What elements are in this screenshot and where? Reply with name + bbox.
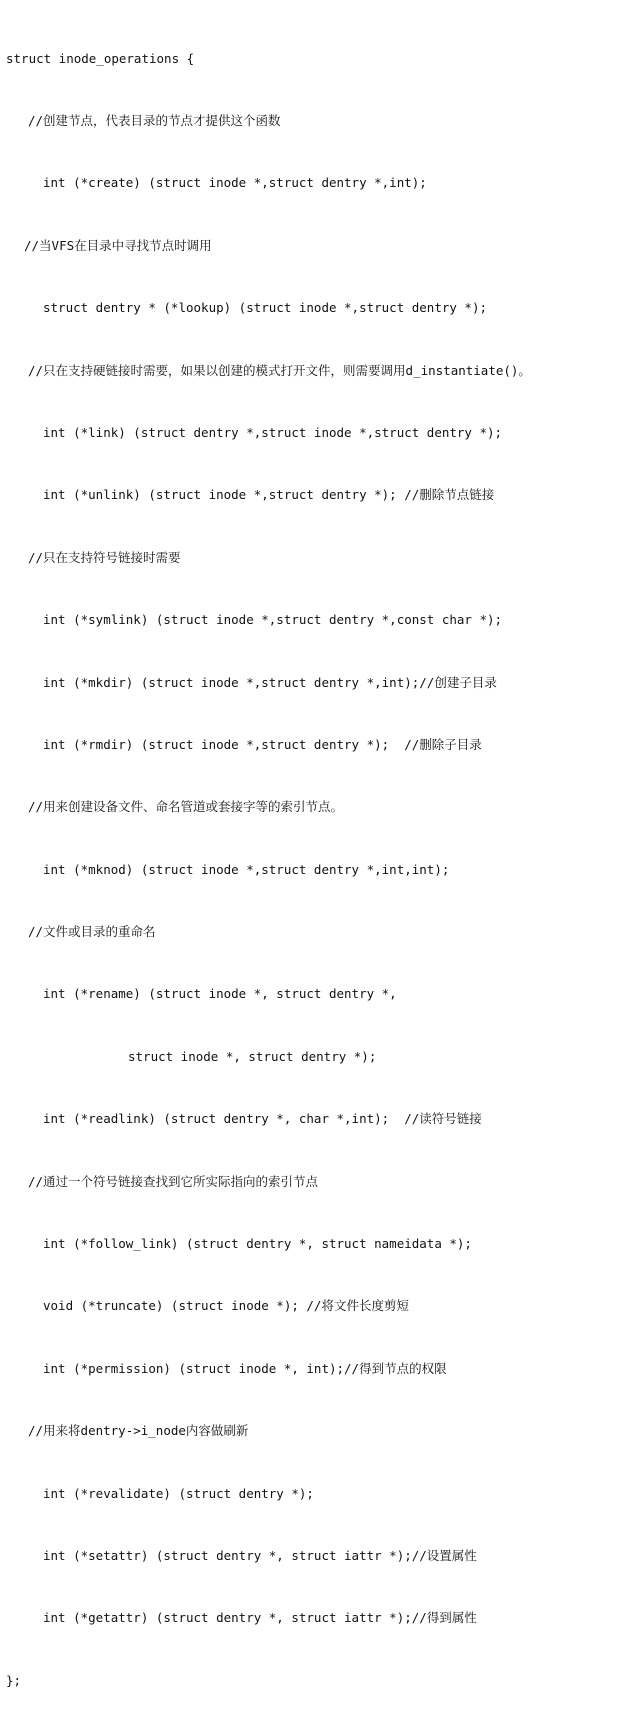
- code-line-rename-continuation: struct inode *, struct dentry *);: [128, 1048, 377, 1064]
- comment-mknod: //用来创建设备文件、命名管道或套接字等的索引节点。: [28, 799, 344, 815]
- code-line-setattr: int (*setattr) (struct dentry *, struct iattr *);//设置属性: [43, 1547, 477, 1563]
- comment-follow-link: //通过一个符号链接查找到它所实际指向的索引节点: [28, 1173, 319, 1189]
- code-listing: [6, 7, 626, 1733]
- code-line-unlink: int (*unlink) (struct inode *,struct dentry *); //删除节点链接: [43, 487, 495, 503]
- comment-lookup: //当VFS在目录中寻找节点时调用: [24, 237, 212, 253]
- code-line-symlink: int (*symlink) (struct inode *,struct dentry *,const char *);: [43, 612, 503, 628]
- comment-create: //创建节点，代表目录的节点才提供这个函数: [28, 112, 281, 128]
- code-line-link: int (*link) (struct dentry *,struct inode *,struct dentry *);: [43, 424, 503, 440]
- code-line-truncate: void (*truncate) (struct inode *); //将文件长度剪短: [43, 1298, 409, 1314]
- code-line-readlink: int (*readlink) (struct dentry *, char *,int); //读符号链接: [43, 1111, 482, 1127]
- code-line-lookup: struct dentry * (*lookup) (struct inode *,struct dentry *);: [43, 300, 488, 316]
- code-line-mkdir: int (*mkdir) (struct inode *,struct dentry *,int);//创建子目录: [43, 674, 497, 690]
- code-line-mknod: int (*mknod) (struct inode *,struct dentry *,int,int);: [43, 861, 450, 877]
- code-line-create: int (*create) (struct inode *,struct dentry *,int);: [43, 175, 427, 191]
- comment-rename: //文件或目录的重命名: [28, 924, 156, 940]
- code-line-getattr: int (*getattr) (struct dentry *, struct iattr *);//得到属性: [43, 1610, 477, 1626]
- comment-link: //只在支持硬链接时需要，如果以创建的模式打开文件，则需要调用d_instantiate()。: [28, 362, 531, 378]
- comment-symlink: //只在支持符号链接时需要: [28, 549, 181, 565]
- code-line-follow-link: int (*follow_link) (struct dentry *, struct nameidata *);: [43, 1236, 472, 1252]
- code-line-rename: int (*rename) (struct inode *, struct dentry *,: [43, 986, 397, 1002]
- code-line-revalidate: int (*revalidate) (struct dentry *);: [43, 1485, 314, 1501]
- code-line-permission: int (*permission) (struct inode *, int);//得到节点的权限: [43, 1360, 447, 1376]
- code-line-struct-close: };: [6, 1672, 22, 1688]
- code-line-rmdir: int (*rmdir) (struct inode *,struct dentry *); //删除子目录: [43, 736, 482, 752]
- code-line-struct-open: struct inode_operations {: [6, 50, 195, 66]
- comment-revalidate: //用来将dentry->i_node内容做刷新: [28, 1423, 249, 1439]
